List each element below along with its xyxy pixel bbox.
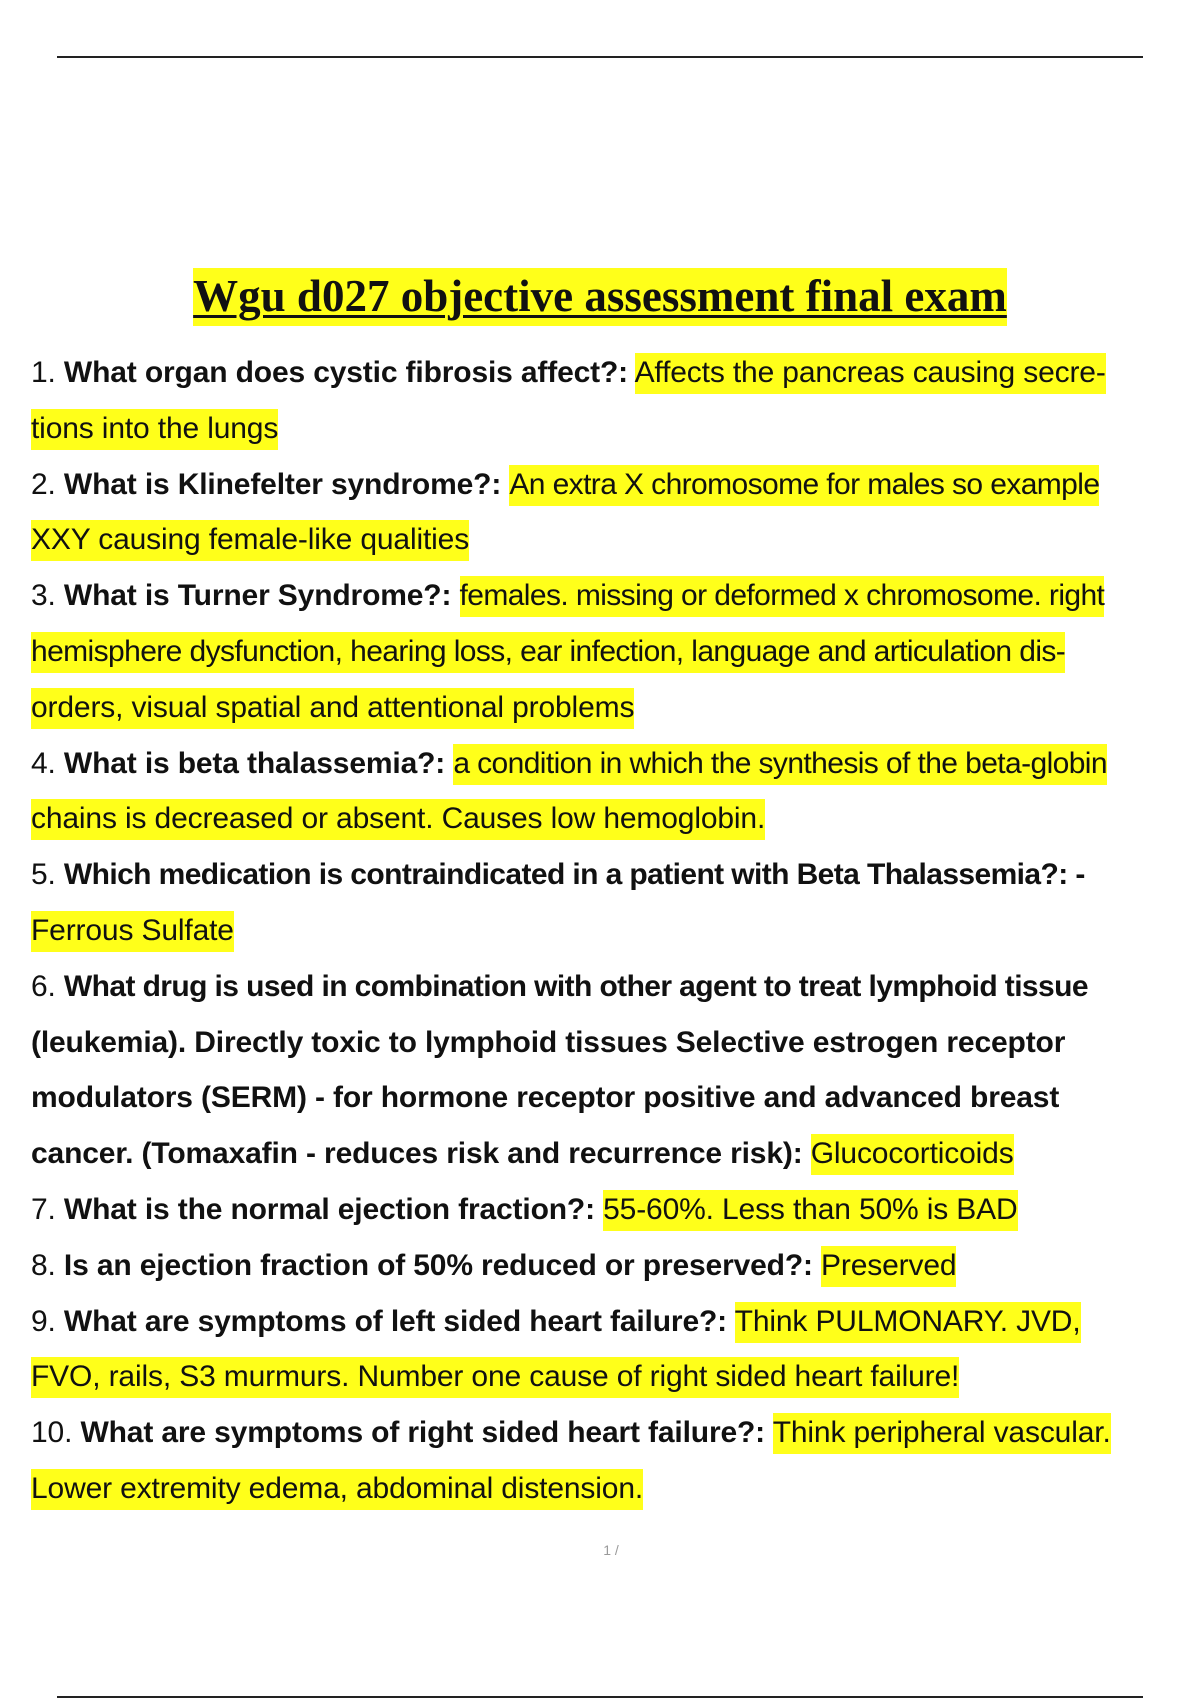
question-item-3 — [31, 568, 1200, 735]
answer-text: Glucocorticoids — [811, 1134, 1014, 1175]
answer-text: FVO, rails, S3 murmurs. Number one cause of right sided heart failure! — [31, 1357, 959, 1398]
answer-text: tions into the lungs — [31, 409, 278, 450]
question-number: 7. — [31, 1192, 56, 1226]
question-text: Is an ejection fraction of 50% reduced or preserved?: — [63, 1248, 813, 1282]
title-block — [0, 268, 1200, 324]
answer-text: An extra X chromosome for males so example — [509, 465, 1099, 506]
answer-text: Ferrous Sulfate — [31, 911, 234, 952]
answer-text: Affects the pancreas causing secre- — [635, 353, 1106, 394]
question-text: modulators (SERM) - for hormone receptor positive and advanced breast — [31, 1081, 1060, 1115]
answer-text: Think PULMONARY. JVD, — [735, 1302, 1081, 1343]
page-title: Wgu d027 objective assessment final exam — [193, 268, 1007, 326]
answer-text: hemisphere dysfunction, hearing loss, ear infection, language and articulation dis- — [31, 632, 1065, 673]
question-number: 2. — [31, 467, 56, 501]
question-text: What drug is used in combination with other agent to treat lymphoid tissue — [63, 969, 1088, 1003]
question-list — [31, 345, 1200, 1517]
answer-text: Lower extremity edema, abdominal distension. — [31, 1469, 643, 1510]
question-text: What is the normal ejection fraction?: — [63, 1192, 595, 1226]
question-number: 5. — [31, 858, 56, 892]
answer-text: females. missing or deformed x chromosome. right — [460, 576, 1105, 617]
question-item-10 — [31, 1405, 1200, 1517]
answer-text: chains is decreased or absent. Causes low hemoglobin. — [31, 799, 765, 840]
page-number: 1 / — [603, 1542, 619, 1558]
question-number: 4. — [31, 746, 56, 780]
answer-text: Think peripheral vascular. — [773, 1413, 1111, 1454]
question-number: 10. — [31, 1416, 73, 1450]
question-item-6 — [31, 959, 1200, 1182]
question-item-9 — [31, 1294, 1200, 1406]
question-text: What are symptoms of right sided heart failure?: — [80, 1416, 766, 1450]
question-item-1 — [31, 345, 1200, 457]
question-text: What organ does cystic fibrosis affect?: — [63, 356, 629, 389]
question-number: 6. — [31, 969, 56, 1003]
question-number: 1. — [31, 356, 56, 389]
question-item-8 — [31, 1238, 1200, 1294]
question-text: What is Klinefelter syndrome?: — [63, 467, 502, 501]
answer-text: a condition in which the synthesis of the beta-globin — [453, 744, 1107, 785]
question-text: What is beta thalassemia?: — [63, 746, 446, 780]
answer-text: XXY causing female-like qualities — [31, 520, 469, 561]
question-item-5 — [31, 847, 1200, 959]
question-item-4 — [31, 736, 1200, 848]
question-text: Which medication is contraindicated in a patient with Beta Thalassemia?: - — [63, 858, 1085, 892]
answer-text: 55-60%. Less than 50% is BAD — [603, 1190, 1017, 1231]
question-text: (leukemia). Directly toxic to lymphoid tissues Selective estrogen receptor — [31, 1025, 1066, 1059]
question-text: cancer. (Tomaxafin - reduces risk and recurrence risk): — [31, 1137, 803, 1171]
question-text: What is Turner Syndrome?: — [63, 579, 452, 613]
top-divider — [57, 56, 1143, 58]
question-number: 8. — [31, 1248, 56, 1282]
question-number: 3. — [31, 579, 56, 613]
bottom-divider — [57, 1696, 1143, 1698]
question-item-7 — [31, 1182, 1200, 1238]
question-number: 9. — [31, 1304, 56, 1338]
answer-text: orders, visual spatial and attentional problems — [31, 688, 634, 729]
question-text: What are symptoms of left sided heart failure?: — [63, 1304, 727, 1338]
question-item-2 — [31, 457, 1200, 569]
answer-text: Preserved — [821, 1246, 956, 1287]
